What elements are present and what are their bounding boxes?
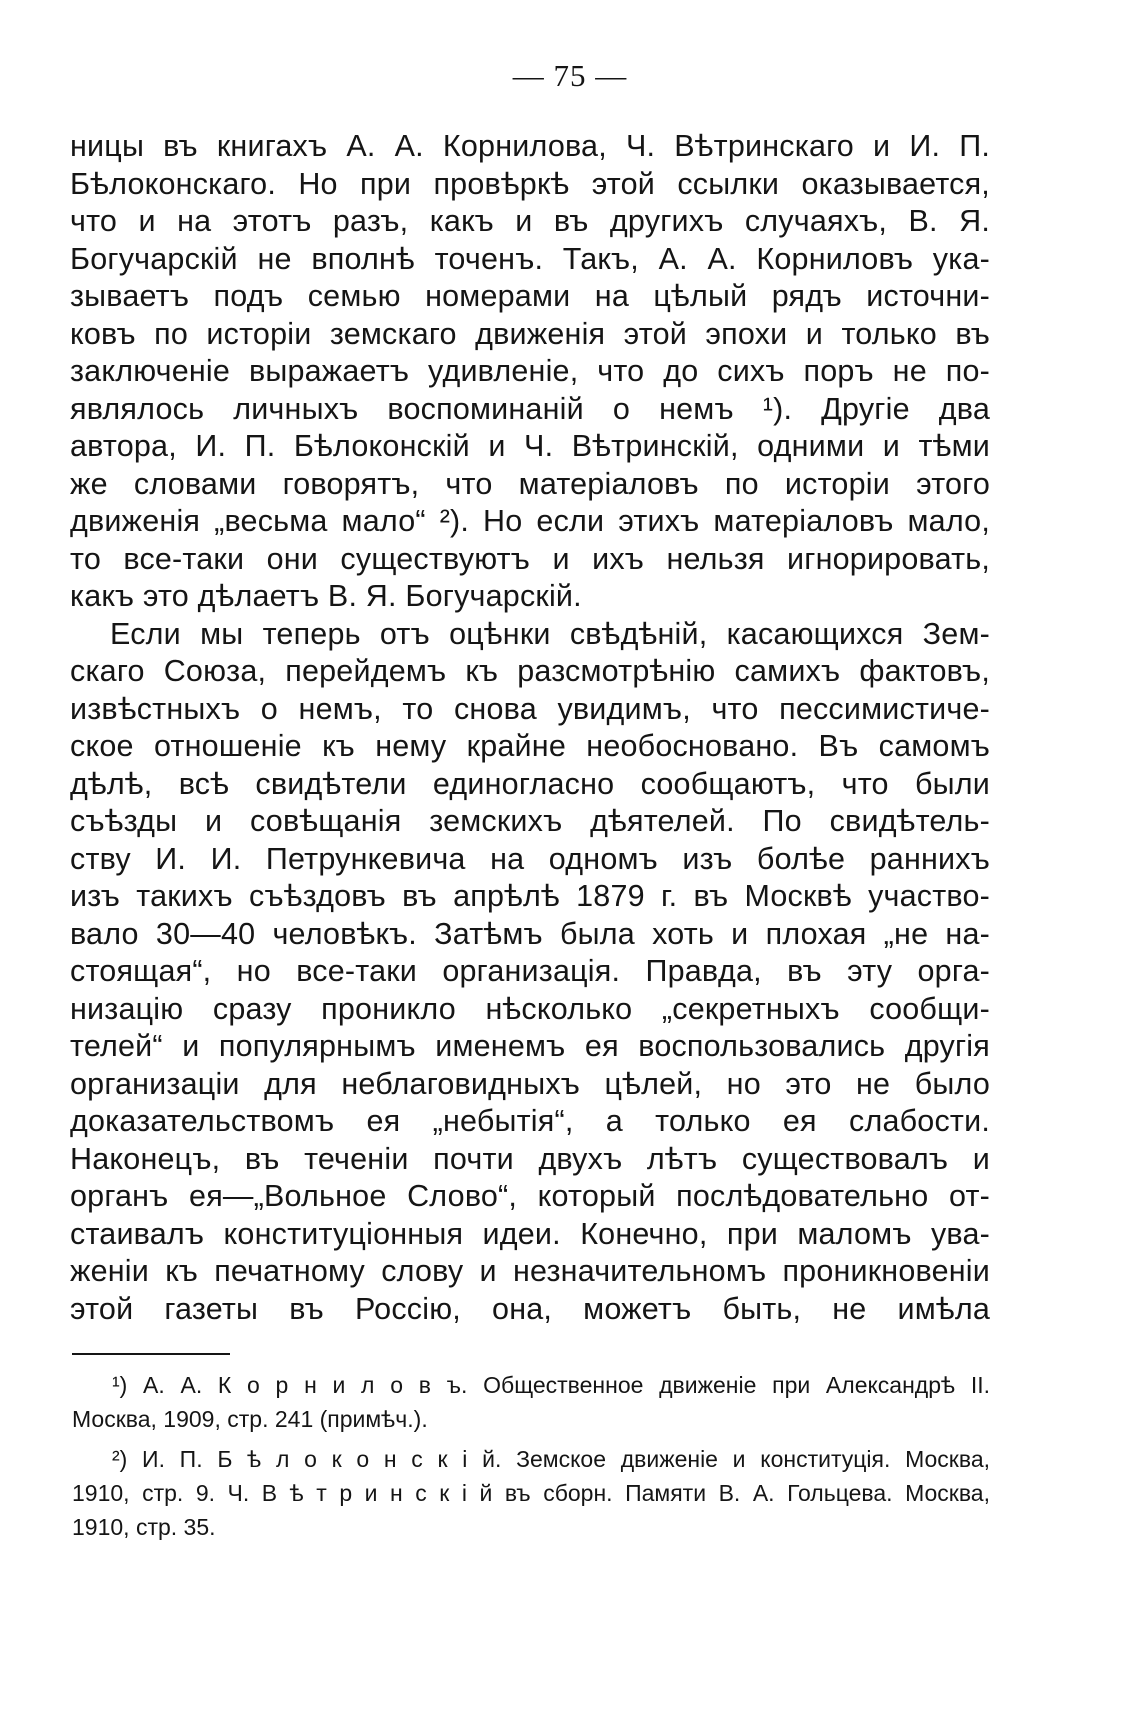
text-line: дѣлѣ, всѣ свидѣтели единогласно сообщаютъ, что были bbox=[70, 766, 990, 801]
text-line: что и на этотъ разъ, какъ и въ другихъ случаяхъ, В. Я. bbox=[70, 204, 990, 238]
text-line: Богучарскій не вполнѣ точенъ. Такъ, А. А. Корниловъ ука- bbox=[70, 241, 990, 276]
footnote-line: Москва, 1909, стр. 241 (примѣч.). bbox=[72, 1406, 428, 1432]
text-line: женіи къ печатному слову и незначительномъ проникновеніи bbox=[70, 1254, 990, 1288]
footnote-line: ²) И. П. Б ѣ л о к о н с к і й. Земское движеніе и конституція. Москва, bbox=[112, 1446, 990, 1472]
footnote-divider bbox=[72, 1353, 230, 1355]
text-line: скаго Союза, перейдемъ къ разсмотрѣнію самихъ фактовъ, bbox=[70, 654, 990, 688]
text-line: ковъ по исторіи земскаго движенія этой эпохи и только въ bbox=[70, 316, 990, 351]
text-line: вало 30—40 человѣкъ. Затѣмъ была хоть и плохая „не на- bbox=[70, 916, 990, 951]
text-line: ское отношеніе къ нему крайне необоснованo. Въ самомъ bbox=[70, 729, 990, 763]
paragraph-2 bbox=[70, 616, 990, 1329]
text-line: низацію сразу проникло нѣсколько „секретныхъ сообщи- bbox=[70, 991, 990, 1026]
text-line: съѣзды и совѣщанія земскихъ дѣятелей. По свидѣтель- bbox=[70, 804, 990, 838]
footnote-line: 1910, стр. 9. Ч. В ѣ т р и н с к і й въ сборн. Памяти В. А. Гольцева. Москва, bbox=[72, 1480, 990, 1506]
page-number: — 75 — bbox=[512, 58, 628, 93]
paragraph-1 bbox=[70, 128, 990, 616]
text-line: организаціи для неблаговидныхъ цѣлей, но это не было bbox=[70, 1066, 990, 1101]
text-line: доказательствомъ ея „небытія“, а только ея слабости. bbox=[70, 1104, 990, 1138]
text-line: стоящая“, но все-таки организація. Правда, въ эту орга- bbox=[70, 954, 990, 988]
text-line: ству И. И. Петрункевича на одномъ изъ болѣе раннихъ bbox=[70, 841, 990, 876]
text-line: этой газеты въ Россію, она, можетъ быть, не имѣла bbox=[70, 1291, 990, 1326]
text-line: являлось личныхъ воспоминаній о немъ ¹). Другіе два bbox=[70, 391, 990, 426]
text-line: движенія „весьма мало“ ²). Но если этихъ матеріаловъ мало, bbox=[70, 504, 990, 538]
text-line: Бѣлоконскаго. Но при провѣркѣ этой ссылки оказывается, bbox=[70, 166, 990, 201]
text-line: телей“ и популярнымъ именемъ ея воспользовались другія bbox=[70, 1029, 990, 1063]
text-line: зываетъ подъ семью номерами на цѣлый рядъ источни- bbox=[70, 279, 990, 313]
text-line: извѣстныхъ о немъ, то снова увидимъ, что пессимистиче- bbox=[70, 691, 990, 726]
text-line: какъ это дѣлаетъ В. Я. Богучарскій. bbox=[70, 579, 582, 613]
text-line: то все-таки они существуютъ и ихъ нельзя игнорировать, bbox=[70, 541, 990, 576]
text-line: ницы въ книгахъ А. А. Корнилова, Ч. Вѣтринскаго и И. П. bbox=[70, 129, 990, 163]
text-line: органъ ея—„Вольное Слово“, который послѣдовательно от- bbox=[70, 1179, 990, 1213]
text-line: заключеніе выражаетъ удивленіе, что до сихъ поръ не по- bbox=[70, 354, 990, 388]
footnote-line: ¹) А. А. К о р н и л о в ъ. Общественное движеніе при Александрѣ II. bbox=[112, 1372, 990, 1398]
footnote-1 bbox=[72, 1368, 990, 1436]
text-line: автора, И. П. Бѣлоконскій и Ч. Вѣтринскій, одними и тѣми bbox=[70, 429, 990, 463]
text-line: Наконецъ, въ теченіи почти двухъ лѣтъ существовалъ и bbox=[70, 1141, 990, 1176]
footnote-2 bbox=[72, 1442, 990, 1544]
text-line: же словами говорятъ, что матеріаловъ по исторіи этого bbox=[70, 466, 990, 501]
main-text bbox=[70, 128, 990, 1328]
footnote-line: 1910, стр. 35. bbox=[72, 1514, 216, 1540]
text-line: Если мы теперь отъ оцѣнки свѣдѣній, касающихся Зем- bbox=[110, 616, 990, 651]
footnotes bbox=[72, 1368, 990, 1544]
text-line: стаивалъ конституціонныя идеи. Конечно, при маломъ ува- bbox=[70, 1216, 990, 1251]
text-line: изъ такихъ съѣздовъ въ апрѣлѣ 1879 г. въ Москвѣ участво- bbox=[70, 879, 990, 913]
